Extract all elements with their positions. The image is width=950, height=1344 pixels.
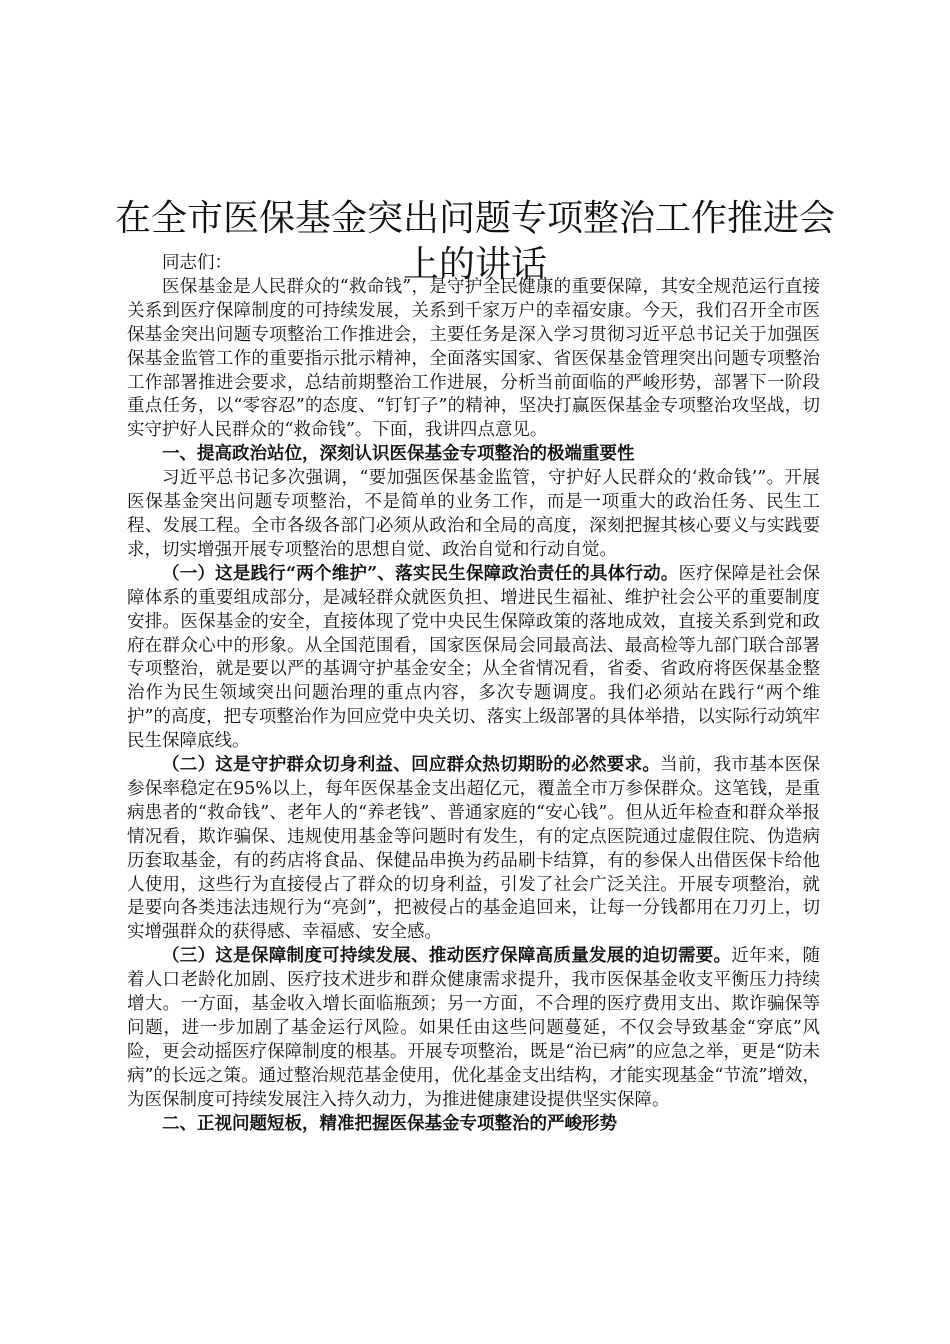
- page-title: 在全市医保基金突出问题专项整治工作推进会上的讲话: [114, 198, 835, 286]
- subsection-3-paragraph: [127, 945, 820, 1112]
- document-body: [127, 252, 820, 1137]
- intro-paragraph: 医保基金是人民群众的“救命钱”，是守护全民健康的重要保障，其安全规范运行直接关系到医疗保障制度的可持续发展，关系到千家万户的幸福安康。今天，我们召开全市医保基金突出问题专项整治工作推进会，主要任务是深入学习贯彻习近平总书记关于加强医保基金监管工作的重要指示批示精神，全面落实国家、省医保基金管理突出问题专项整治工作部署推进会要求，总结前期整治工作进展，分析当前面临的严峻形势，部署下一阶段重点任务，以“零容忍”的态度、“钉钉子”的精神，坚决打赢医保基金专项整治攻坚战，切实守护好人民群众的“救命钱”。下面，我讲四点意见。: [127, 276, 820, 441]
- subsection-2-paragraph: [127, 754, 820, 945]
- subsection-3-text: 近年来，随着人口老龄化加剧、医疗技术进步和群众健康需求提升，我市医保基金收支平衡压力持续增大。一方面，基金收入增长面临瓶颈；另一方面，不合理的医疗费用支出、欺诈骗保等问题，进一步加剧了基金运行风险。如果任由这些问题蔓延，不仅会导致基金“穿底”风险，更会动摇医疗保障制度的根基。开展专项整治，既是“治已病”的应急之举，更是“防未病”的长远之策。通过整治规范基金使用，优化基金支出结构，才能实现基金“节流”增效，为医保制度可持续发展注入持久动力，为推进健康建设提供坚实保障。: [127, 946, 821, 1110]
- salutation: 同志们：: [162, 253, 232, 273]
- subsection-2-lead: （二）这是守护群众切身利益、回应群众热切期盼的必然要求。: [162, 755, 661, 776]
- subsection-1-lead: （一）这是践行“两个维护”、落实民生保障政治责任的具体行动。: [162, 563, 679, 584]
- subsection-1-text: 医疗保障是社会保障体系的重要组成部分，是减轻群众就医负担、增进民生福祉、维护社会公平的重要制度安排。医保基金的安全，直接体现了党中央民生保障政策的落地成效，直接关系到党和政府在群众心中的形象。从全国范围看，国家医保局会同最高法、最高检等九部门联合部署专项整治，就是要以严的基调守护基金安全；从全省情况看，省委、省政府将医保基金整治作为民生领域突出问题治理的重点内容，多次专题调度。我们必须站在践行“两个维护”的高度，把专项整治作为回应党中央关切、落实上级部署的具体举措，以实际行动筑牢民生保障底线。: [127, 563, 821, 752]
- subsection-3-lead: （三）这是保障制度可持续发展、推动医疗保障高质量发展的迫切需要。: [162, 946, 732, 967]
- section-heading-1: 一、提高政治站位，深刻认识医保基金专项整治的极端重要性: [162, 444, 635, 465]
- subsection-1-paragraph: [127, 563, 820, 754]
- section-1-paragraph: 习近平总书记多次强调，“要加强医保基金监管，守护好人民群众的‘救命钱’”。开展医保基金突出问题专项整治，不是简单的业务工作，而是一项重大的政治任务、民生工程、发展工程。全市各级各部门必须从政治和全局的高度，深刻把握其核心要义与实践要求，切实增强开展专项整治的思想自觉、政治自觉和行动自觉。: [127, 468, 820, 560]
- section-heading-2: 二、正视问题短板，精准把握医保基金专项整治的严峻形势: [162, 1113, 617, 1134]
- subsection-2-text: 当前，我市基本医保参保率稳定在95%以上，每年医保基金支出超亿元，覆盖全市万参保群众。这笔钱，是重病患者的“救命钱”、老年人的“养老钱”、普通家庭的“安心钱”。但从近年检查和群众举报情况看，欺诈骗保、违规使用基金等问题时有发生，有的定点医院通过虚假住院、伪造病历套取基金，有的药店将食品、保健品串换为药品刷卡结算，有的参保人出借医保卡给他人使用，这些行为直接侵占了群众的切身利益，引发了社会广泛关注。开展专项整治，就是要向各类违法违规行为“亮剑”，把被侵占的基金追回来，让每一分钱都用在刀刃上，切实增强群众的获得感、幸福感、安全感。: [127, 755, 821, 943]
